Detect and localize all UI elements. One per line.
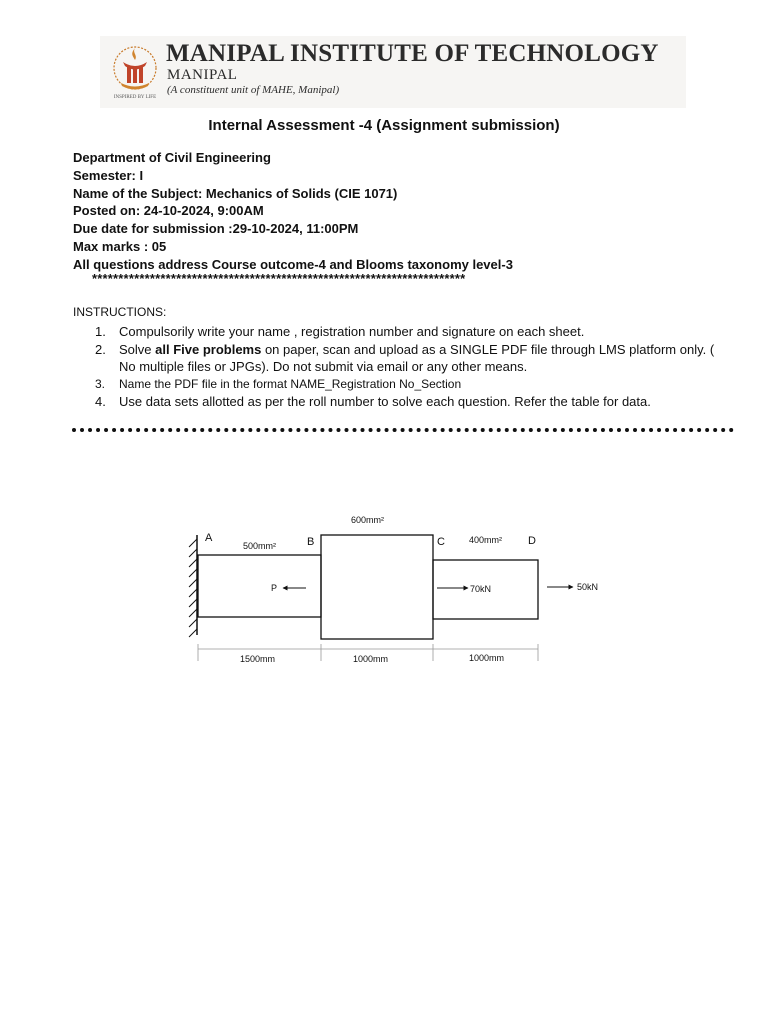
instruction-emphasis: all Five problems [155, 341, 262, 357]
institute-name: MANIPAL INSTITUTE OF TECHNOLOGY [166, 40, 659, 67]
bar-diagram [180, 505, 620, 675]
instruction-number: 3. [95, 376, 106, 391]
subject: Name of the Subject: Mechanics of Solids (CIE 1071) [73, 185, 398, 201]
page-title: Internal Assessment -4 (Assignment submission) [208, 117, 560, 134]
instruction-text: Use data sets allotted as per the roll number to solve each question. Refer the table for data. [119, 394, 651, 409]
segment-bc [321, 535, 433, 639]
department: Department of Civil Engineering [73, 150, 271, 165]
instruction-number: 1. [95, 324, 106, 339]
institute-subtitle: (A constituent unit of MAHE, Manipal) [167, 84, 340, 96]
assignment-meta [73, 149, 513, 274]
segment-ab [198, 555, 321, 617]
posted-date: Posted on: 24-10-2024, 9:00AM [73, 203, 264, 219]
area-cd-label: 400mm² [469, 535, 503, 545]
instruction-number: 2. [95, 341, 106, 357]
load-p-label: P [271, 583, 278, 593]
institute-header [100, 36, 686, 108]
instructions-heading: INSTRUCTIONS: [73, 305, 167, 319]
star-separator: *********************************************************************** [92, 271, 466, 286]
instruction-text: Compulsorily write your name , registration number and signature on each sheet. [119, 324, 585, 339]
load-d-label: 50kN [577, 582, 599, 592]
instruction-item [73, 341, 723, 376]
length-cd-label: 1000mm [469, 653, 505, 663]
instructions-list [73, 323, 723, 411]
instruction-item [73, 393, 723, 411]
fixed-support [189, 535, 197, 637]
load-c-label: 70kN [470, 584, 492, 594]
dotted-divider [72, 428, 734, 432]
length-ab-label: 1500mm [240, 654, 276, 664]
point-c-label: C [437, 536, 445, 548]
area-ab-label: 500mm² [243, 541, 277, 551]
mit-lamp-logo-icon [106, 40, 164, 102]
semester: Semester: I [73, 167, 144, 183]
logo-tagline: INSPIRED BY LIFE [113, 95, 157, 100]
instruction-item [73, 376, 723, 394]
due-date: Due date for submission :29-10-2024, 11:00PM [73, 221, 359, 237]
instruction-text: Name the PDF file in the format NAME_Registration No_Section [119, 376, 462, 391]
max-marks: Max marks : 05 [73, 238, 167, 254]
area-bc-label: 600mm² [351, 515, 385, 525]
course-outcome: All questions address Course outcome-4 and Blooms taxonomy level-3 [73, 256, 513, 272]
point-a-label: A [205, 532, 213, 544]
length-bc-label: 1000mm [353, 654, 389, 664]
point-d-label: D [528, 535, 536, 547]
institute-city: MANIPAL [167, 67, 238, 83]
point-b-label: B [307, 536, 315, 548]
instruction-text: Solve [119, 341, 156, 357]
instruction-number: 4. [95, 394, 106, 409]
instruction-text: on paper, scan and upload as a SINGLE PDF file through LMS platform only. ( No multiple files or JPGs). Do not submit via email or any other means. [119, 341, 715, 374]
instruction-item [73, 323, 723, 341]
